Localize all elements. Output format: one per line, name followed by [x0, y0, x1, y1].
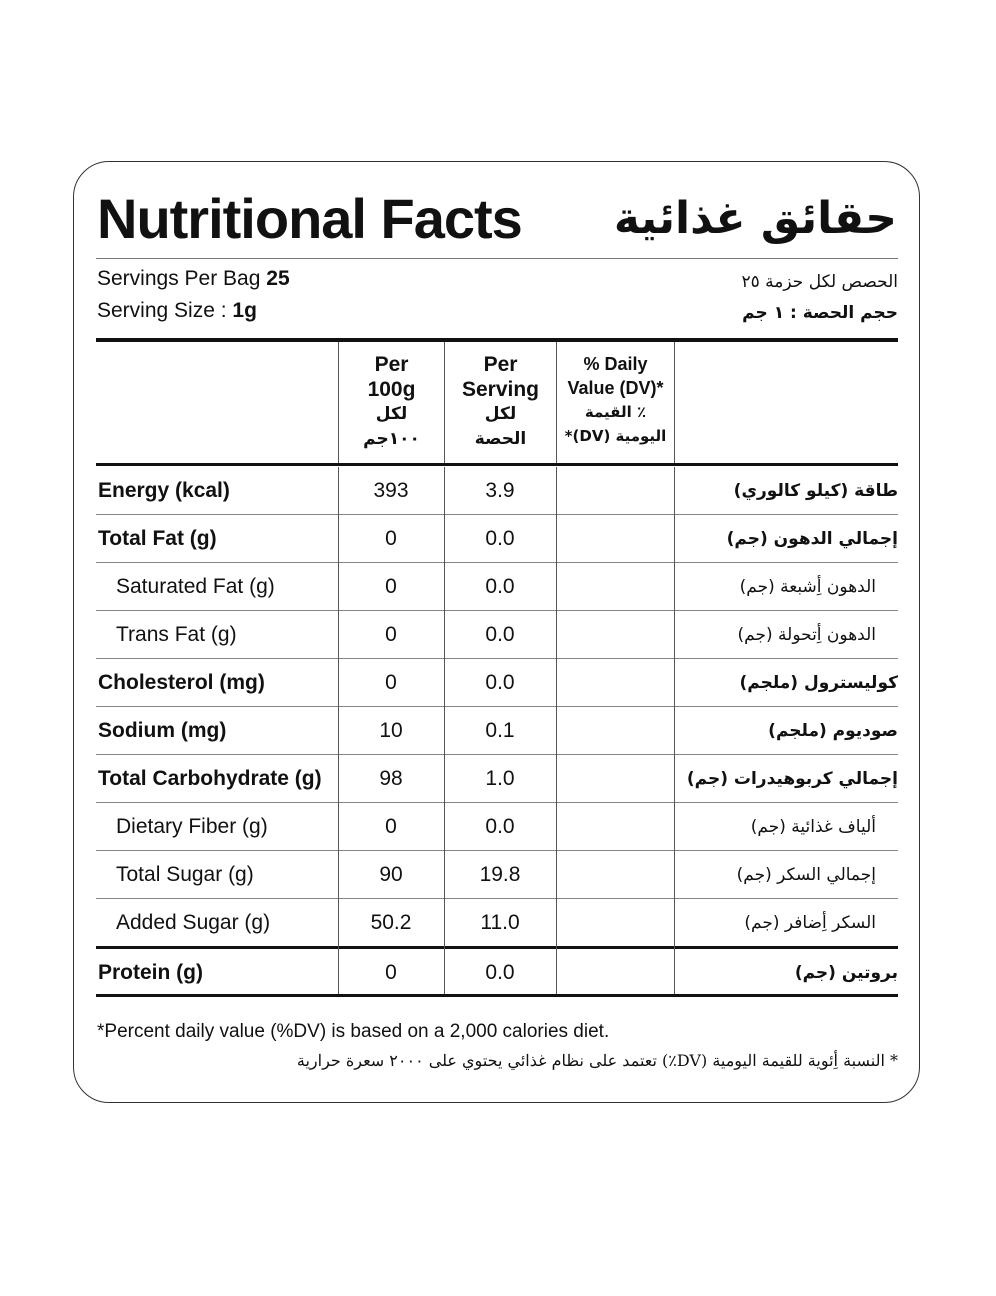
nutrient-name: Total Sugar (g) — [116, 863, 254, 886]
table-bottom-rule — [96, 994, 898, 997]
header-per-100g-en: Per 100g — [367, 353, 416, 401]
nutrient-name: Trans Fat (g) — [116, 623, 237, 646]
nutrient-name-arabic: صوديوم (ملجم) — [768, 721, 898, 741]
header-daily-value-ar: ٪ القيمة اليومية (DV)* — [564, 403, 667, 445]
table-row — [96, 611, 898, 659]
header-per-100g — [339, 352, 444, 452]
table-row — [96, 659, 898, 707]
value-per-serving: 3.9 — [485, 479, 515, 502]
value-per-100g: 0 — [385, 671, 397, 694]
nutrient-name: Added Sugar (g) — [116, 911, 271, 934]
value-per-serving: 0.0 — [485, 671, 515, 694]
table-row — [96, 707, 898, 755]
serving-size-arabic: حجم الحصة : ١ جم — [742, 303, 898, 323]
servings-per-bag-value: 25 — [266, 267, 290, 290]
value-per-serving: 0.0 — [485, 961, 515, 984]
nutrient-name-arabic: كوليسترول (ملجم) — [739, 673, 898, 693]
title-english: Nutritional Facts — [97, 187, 522, 250]
nutrient-name-arabic: إجمالي السكر (جم) — [736, 865, 876, 885]
nutrient-name: Protein (g) — [98, 961, 203, 984]
nutrient-name: Total Fat (g) — [98, 527, 217, 550]
value-per-100g: 0 — [385, 815, 397, 838]
table-row — [96, 467, 898, 515]
table-row — [96, 949, 898, 997]
nutrient-name-arabic: طاقة (كيلو كالوري) — [733, 481, 898, 501]
title-arabic: حقائق غذائية — [613, 193, 897, 244]
value-per-serving: 0.0 — [485, 623, 515, 646]
nutrient-name-arabic: بروتين (جم) — [794, 963, 898, 983]
value-per-100g: 393 — [373, 479, 409, 502]
title-divider — [96, 258, 898, 259]
footnote-english: *Percent daily value (%DV) is based on a 2,000 calories diet. — [97, 1021, 610, 1042]
servings-per-bag-label: Servings Per Bag — [97, 267, 261, 290]
nutrient-name: Saturated Fat (g) — [116, 575, 275, 598]
table-row — [96, 515, 898, 563]
nutrient-name: Cholesterol (mg) — [98, 671, 265, 694]
servings-divider — [96, 338, 898, 342]
nutrient-name: Energy (kcal) — [98, 479, 230, 502]
nutrient-name-arabic: الدهون أِتحولة (جم) — [737, 625, 876, 645]
table-row — [96, 851, 898, 899]
table-row — [96, 755, 898, 803]
value-per-serving: 1.0 — [485, 767, 515, 790]
footnote-arabic: * النسبة أِئوية للقيمة اليومية (DV٪) تعتمد على نظام غذائي يحتوي على ٢٠٠٠ سعرة حرارية — [296, 1051, 898, 1070]
nutrient-name: Dietary Fiber (g) — [116, 815, 268, 838]
header-daily-value — [557, 352, 674, 448]
column-divider-3 — [556, 467, 557, 995]
value-per-serving: 0.0 — [485, 815, 515, 838]
column-divider-4 — [674, 467, 675, 995]
nutrient-name: Sodium (mg) — [98, 719, 227, 742]
nutrient-name: Total Carbohydrate (g) — [98, 767, 322, 790]
column-divider-1 — [338, 467, 339, 995]
nutrient-name-arabic: ألياف غذائية (جم) — [750, 817, 876, 837]
value-per-100g: 50.2 — [370, 911, 412, 934]
serving-size-label: Serving Size : — [97, 299, 227, 322]
table-row — [96, 803, 898, 851]
value-per-100g: 0 — [385, 961, 397, 984]
header-per-100g-ar: لكل ١٠٠جم — [363, 404, 420, 449]
header-per-serving — [445, 352, 556, 452]
nutrient-name-arabic: إجمالي كربوهيدرات (جم) — [686, 769, 898, 789]
value-per-100g: 10 — [379, 719, 403, 742]
header-per-serving-ar: لكل الحصة — [474, 404, 527, 449]
header-per-serving-en: Per Serving — [461, 353, 540, 401]
value-per-serving: 0.0 — [485, 575, 515, 598]
table-row — [96, 563, 898, 611]
header-divider — [96, 463, 898, 466]
value-per-100g: 98 — [379, 767, 403, 790]
column-divider-2 — [444, 467, 445, 995]
value-per-100g: 0 — [385, 527, 397, 550]
nutrient-name-arabic: السكر أِضافر (جم) — [744, 913, 876, 933]
serving-size-value: 1g — [232, 299, 257, 322]
nutrient-name-arabic: إجمالي الدهون (جم) — [726, 529, 898, 549]
nutrient-name-arabic: الدهون أِشبعة (جم) — [739, 577, 876, 597]
value-per-serving: 19.8 — [479, 863, 521, 886]
value-per-serving: 0.1 — [485, 719, 515, 742]
header-divider-4 — [674, 342, 675, 466]
serving-size — [97, 298, 257, 324]
value-per-100g: 90 — [379, 863, 403, 886]
value-per-100g: 0 — [385, 623, 397, 646]
table-row — [96, 899, 898, 947]
servings-per-bag — [97, 266, 290, 292]
value-per-100g: 0 — [385, 575, 397, 598]
value-per-serving: 0.0 — [485, 527, 515, 550]
servings-per-bag-arabic: الحصص لكل حزمة ٢٥ — [741, 272, 898, 292]
value-per-serving: 11.0 — [480, 911, 520, 934]
header-daily-value-en: % Daily Value (DV)* — [567, 354, 664, 398]
